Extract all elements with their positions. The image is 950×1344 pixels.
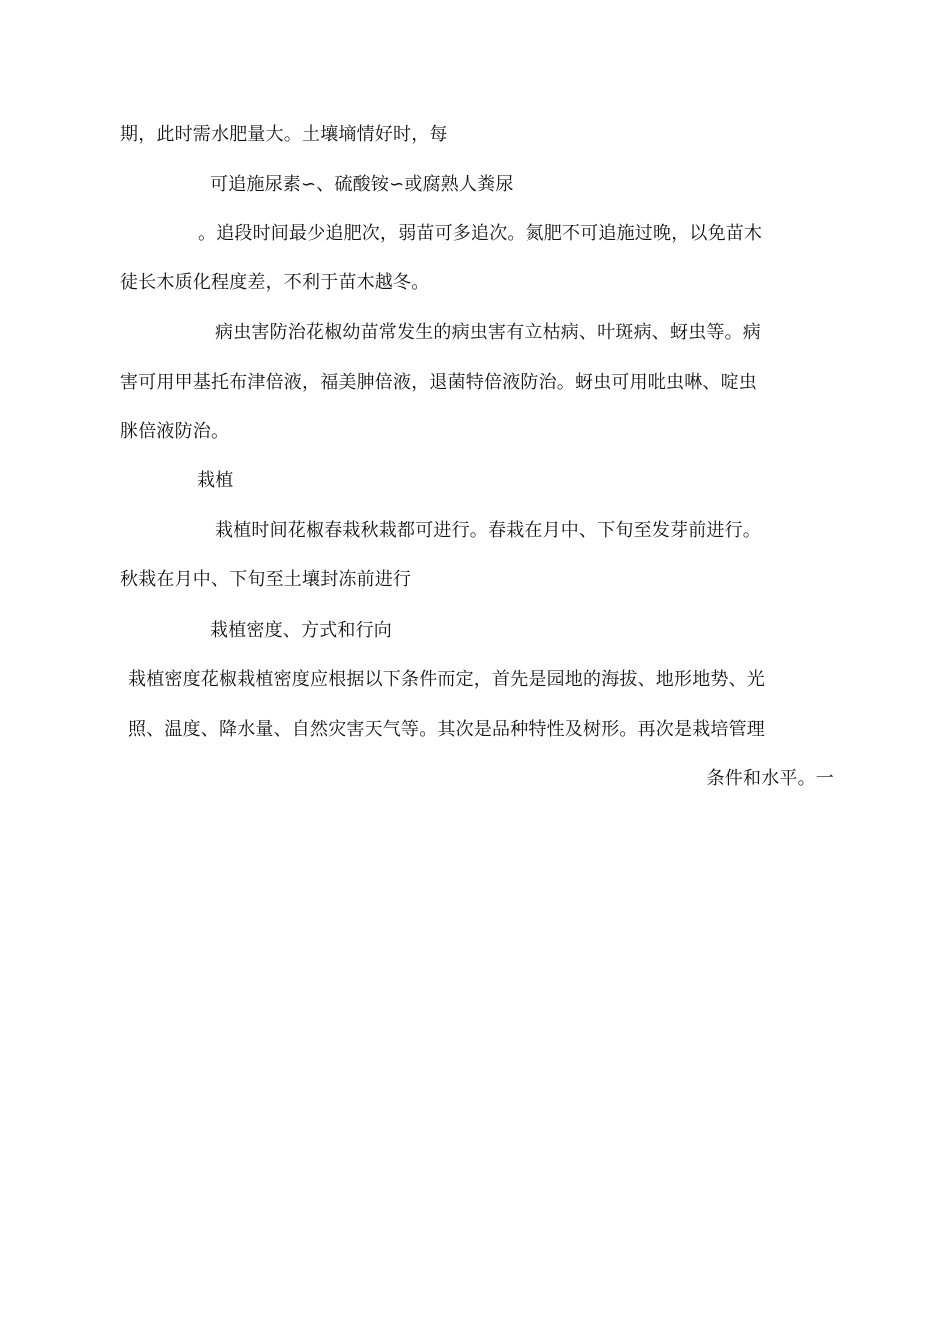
text-line-7: 脒倍液防治。 — [120, 421, 230, 442]
text-line-2: 可追施尿素∽、硫酸铵∽或腐熟人粪尿 — [210, 174, 514, 195]
text-line-12: 栽植密度花椒栽植密度应根据以下条件而定，首先是园地的海拔、地形地势、光 — [128, 669, 765, 690]
text-line-3: 。追段时间最少追肥次，弱苗可多追次。氮肥不可追施过晚，以免苗木 — [198, 223, 763, 244]
section-heading-density: 栽植密度、方式和行向 — [210, 620, 392, 641]
text-line-14: 条件和水平。一 — [706, 768, 834, 789]
text-line-9: 栽植时间花椒春栽秋栽都可进行。春栽在月中、下旬至发芽前进行。 — [215, 520, 761, 541]
section-heading-planting: 栽植 — [197, 470, 234, 491]
text-line-1: 期，此时需水肥量大。土壤墒情好时，每 — [120, 124, 448, 145]
text-line-6: 害可用甲基托布津倍液，福美胂倍液，退菌特倍液防治。蚜虫可用吡虫啉、啶虫 — [120, 372, 757, 393]
text-line-10: 秋栽在月中、下旬至土壤封冻前进行 — [120, 569, 412, 590]
text-line-4: 徒长木质化程度差，不利于苗木越冬。 — [120, 272, 430, 293]
text-line-13: 照、温度、降水量、自然灾害天气等。其次是品种特性及树形。再次是栽培管理 — [128, 719, 765, 740]
text-line-5: 病虫害防治花椒幼苗常发生的病虫害有立枯病、叶斑病、蚜虫等。病 — [215, 322, 761, 343]
